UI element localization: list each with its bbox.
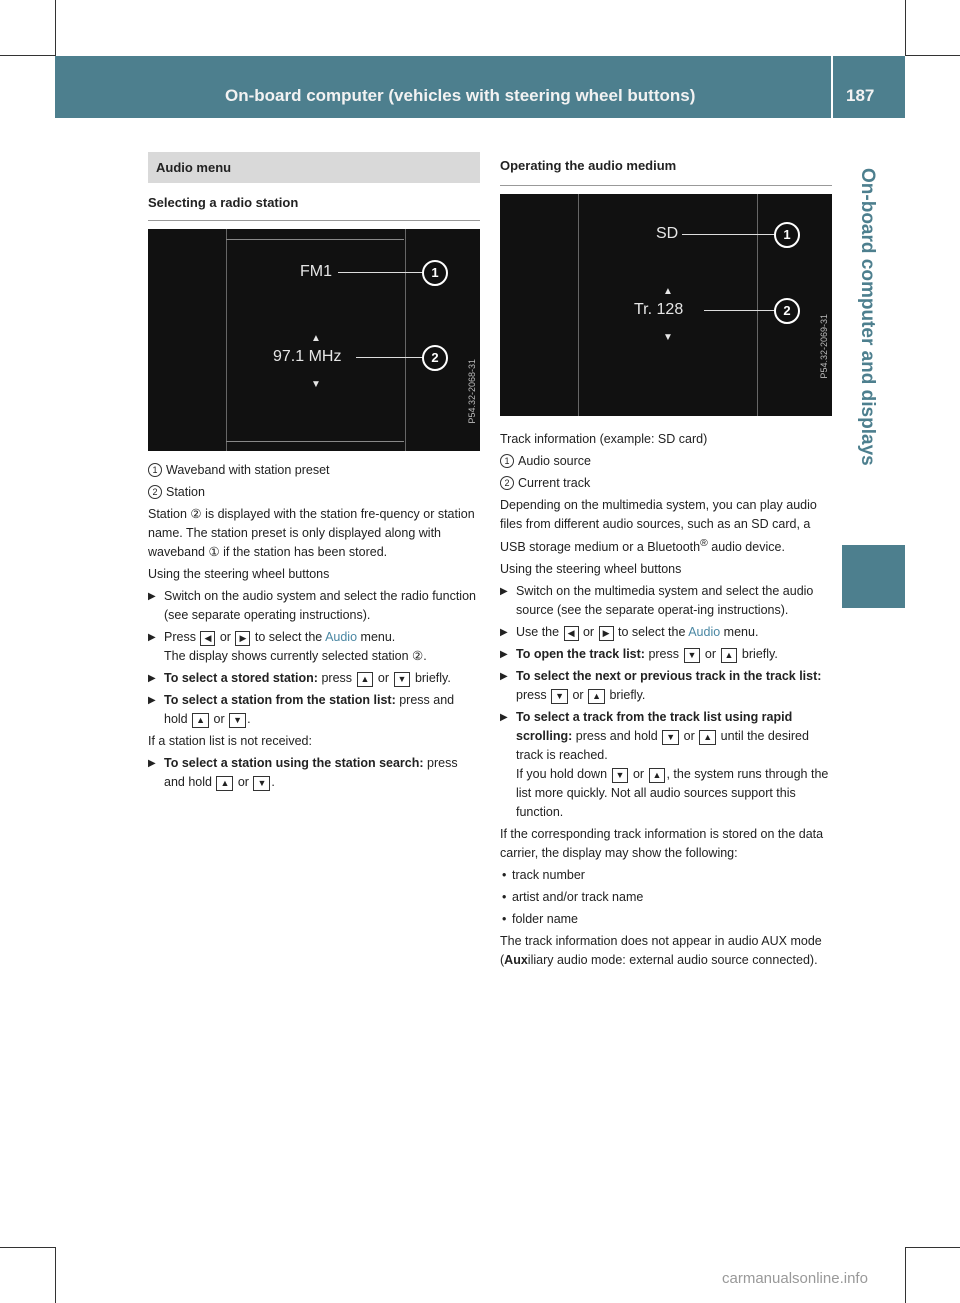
callout-2: 2 [774,298,800,324]
chapter-tab-label: On-board computer and displays [857,168,878,466]
figure-code: P54.32-2068-31 [467,359,477,424]
divider [500,185,832,186]
callout-line [682,234,776,235]
crop-mark [0,55,55,56]
figure-code: P54.32-2069-31 [819,314,829,379]
legend-item: 1 Audio source [500,452,832,471]
crop-mark [55,1247,56,1303]
waveband-label: FM1 [300,263,332,280]
up-key-icon: ▲ [649,768,666,783]
legend-item: 2 Current track [500,474,832,493]
crop-mark [905,1247,960,1248]
list-item: • folder name [500,910,832,929]
crop-mark [905,0,906,56]
down-key-icon: ▼ [684,648,701,663]
track-label: Tr. 128 [634,301,684,318]
subheading: Selecting a radio station [148,195,299,210]
crop-mark [55,0,56,56]
callout-number: 1 [148,463,162,477]
instruction-step: ▶ Use the ◀ or ▶ to select the Audio menu. [500,623,832,642]
right-column [500,152,832,973]
list-item: • track number [500,866,832,885]
callout-line [356,357,424,358]
page-number: 187 [846,86,875,105]
paragraph: If the corresponding track information is stored on the data carrier, the display may show the following: [500,827,824,861]
up-key-icon: ▲ [192,713,209,728]
instruction-step: ▶ To select a track from the track list using rapid scrolling: press and hold ▼ or ▲ until the desired track is reached. If you hold down ▼ or ▲ , the system runs through the list more quickly. Not all audio sources support this function. [500,708,832,822]
callout-2: 2 [422,345,448,371]
left-key-icon: ◀ [200,631,215,646]
instruction-step: ▶ To open the track list: press ▼ or ▲ briefly. [500,645,832,664]
audio-display-figure [500,194,832,416]
down-key-icon: ▼ [253,776,270,791]
left-column [148,152,480,795]
paragraph: Depending on the multimedia system, you can play audio files from different audio sources, such as an SD card, a USB storage medium or a Bluetooth® audio device. [500,498,817,555]
subheading: Operating the audio medium [500,158,677,173]
legend-item: 1 Waveband with station preset [148,461,480,480]
instruction-step: ▶ To select the next or previous track in the track list: press ▼ or ▲ briefly. [500,667,832,705]
display-line [226,441,404,442]
callout-number: 1 [500,454,514,468]
watermark: carmanualsonline.info [722,1270,868,1287]
figure-caption: Track information (example: SD card) [500,432,708,446]
up-key-icon: ▲ [216,776,233,791]
crop-mark [905,1247,906,1303]
down-key-icon: ▼ [662,730,679,745]
up-arrow-icon: ▲ [663,286,673,297]
down-key-icon: ▼ [551,689,568,704]
menu-name: Audio [688,625,721,640]
instruction-step: ▶ Switch on the multimedia system and select the audio source (see the separate operat-ing instructions). [500,582,832,620]
instruction-step: ▶ To select a station from the station list: press and hold ▲ or ▼ . [148,691,480,729]
menu-name: Audio [325,630,358,644]
paragraph: Using the steering wheel buttons [148,567,330,581]
down-key-icon: ▼ [612,768,629,783]
radio-display-figure [148,229,480,451]
section-heading: Audio menu [148,152,480,183]
chapter-marker [842,545,905,608]
callout-1: 1 [774,222,800,248]
down-key-icon: ▼ [394,672,411,687]
down-key-icon: ▼ [229,713,246,728]
callout-number: 2 [500,476,514,490]
legend-item: 2 Station [148,483,480,502]
page-title: On-board computer (vehicles with steering wheel buttons) [225,86,696,105]
callout-1: 1 [422,260,448,286]
up-key-icon: ▲ [588,689,605,704]
down-arrow-icon: ▼ [663,332,673,343]
step-note: The display shows currently selected station ②. [164,649,427,663]
left-key-icon: ◀ [564,626,579,641]
divider [148,220,480,221]
header-divider [831,56,833,118]
up-arrow-icon: ▲ [311,333,321,344]
up-key-icon: ▲ [357,672,374,687]
frequency-label: 97.1 MHz [273,348,342,365]
callout-number: 2 [148,485,162,499]
display-line [226,239,404,240]
callout-line [338,272,424,273]
instruction-step: ▶ Switch on the audio system and select the radio function (see separate operating instructions). [148,587,480,625]
crop-mark [0,1247,55,1248]
callout-line [704,310,776,311]
down-arrow-icon: ▼ [311,379,321,390]
instruction-step: ▶ To select a stored station: press ▲ or ▼ briefly. [148,669,480,688]
right-key-icon: ▶ [599,626,614,641]
up-key-icon: ▲ [699,730,716,745]
crop-mark [905,55,960,56]
instruction-step: ▶ Press ◀ or ▶ to select the Audio menu. The display shows currently selected station ②. [148,628,480,666]
paragraph: The track information does not appear in audio AUX mode (Auxiliary audio mode: external audio source connected). [500,934,822,968]
right-key-icon: ▶ [235,631,250,646]
up-key-icon: ▲ [721,648,738,663]
step-note: If you hold down ▼ or ▲ , the system runs through the list more quickly. Not all audio sources support this function. [516,767,829,820]
audio-source-label: SD [656,225,679,242]
paragraph: If a station list is not received: [148,734,312,748]
paragraph: Using the steering wheel buttons [500,562,682,577]
paragraph: Station ② is displayed with the station fre-quency or station name. The station preset is only displayed along with waveband ① if the station has been stored. [148,507,475,559]
list-item: • artist and/or track name [500,888,832,907]
instruction-step: ▶ To select a station using the station search: press and hold ▲ or ▼ . [148,754,480,792]
